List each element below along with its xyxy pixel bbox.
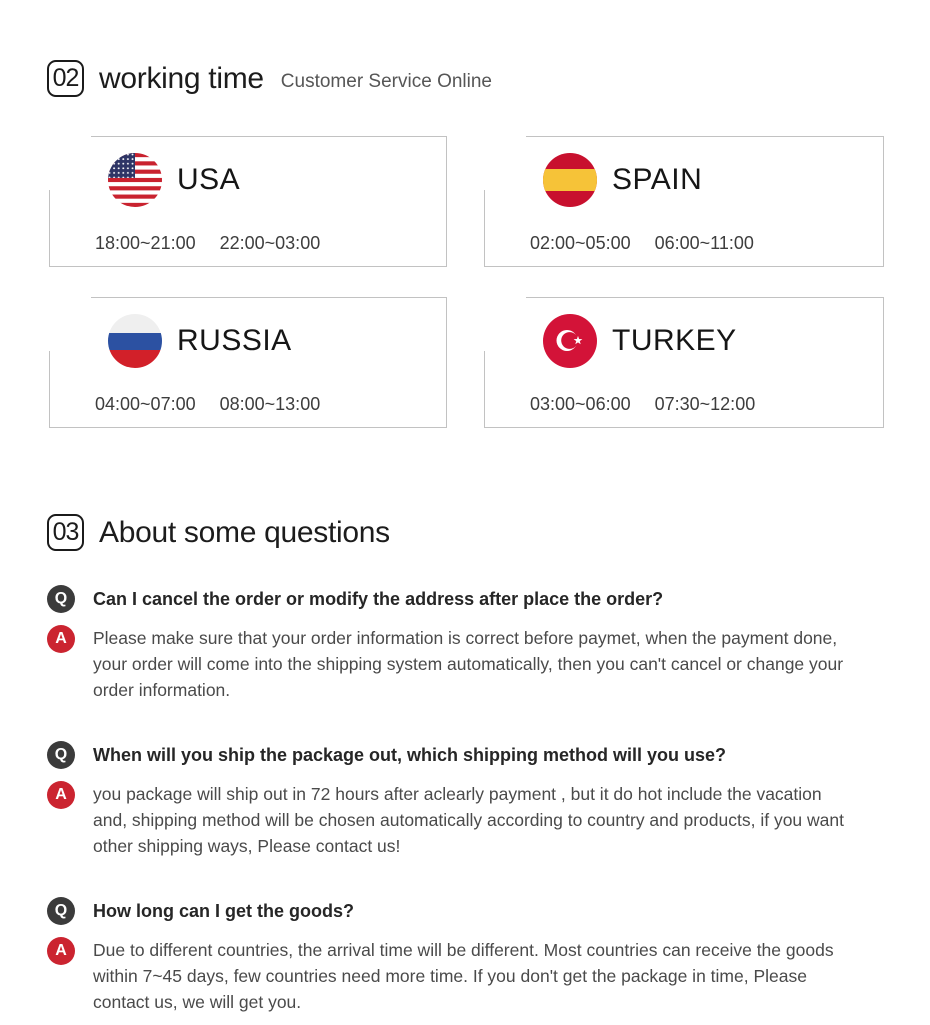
working-hours-range-2: 07:30~12:00 bbox=[654, 394, 756, 414]
card-header bbox=[543, 314, 737, 368]
section-number-badge: 03 bbox=[47, 514, 84, 551]
working-hours-range-1: 03:00~06:00 bbox=[530, 394, 631, 414]
card-header bbox=[108, 314, 292, 368]
card-header bbox=[108, 153, 240, 207]
question-icon: Q bbox=[47, 897, 75, 925]
question-text: When will you ship the package out, which shipping method will you use? bbox=[93, 745, 727, 765]
answer-row bbox=[47, 625, 862, 703]
country-name: SPAIN bbox=[612, 163, 703, 196]
country-card-spain bbox=[484, 136, 884, 267]
question-icon: Q bbox=[47, 741, 75, 769]
faq-title: About some questions bbox=[99, 515, 390, 549]
question-text: How long can I get the goods? bbox=[93, 901, 354, 921]
country-name: TURKEY bbox=[612, 324, 737, 357]
working-hours bbox=[530, 233, 754, 254]
question-row bbox=[47, 585, 862, 613]
answer-icon: A bbox=[47, 937, 75, 965]
working-hours-range-1: 18:00~21:00 bbox=[95, 233, 196, 253]
question-icon: Q bbox=[47, 585, 75, 613]
section-number-badge: 02 bbox=[47, 60, 84, 97]
working-hours bbox=[95, 233, 320, 254]
spain-flag-icon bbox=[543, 153, 597, 207]
working-hours bbox=[530, 394, 755, 415]
answer-text: Due to different countries, the arrival time will be different. Most countries can receive the goods within 7~45 days, few countries need more time. If you don't get the package in time, Please contact us, we will get you. bbox=[93, 940, 834, 1012]
question-text: Can I cancel the order or modify the address after place the order? bbox=[93, 589, 664, 609]
working-hours bbox=[95, 394, 320, 415]
working-hours-range-1: 04:00~07:00 bbox=[95, 394, 196, 414]
country-card-usa bbox=[49, 136, 447, 267]
country-card-russia bbox=[49, 297, 447, 428]
faq-item bbox=[47, 741, 862, 859]
usa-flag-icon bbox=[108, 153, 162, 207]
answer-row bbox=[47, 781, 862, 859]
answer-icon: A bbox=[47, 625, 75, 653]
answer-icon: A bbox=[47, 781, 75, 809]
working-time-title: working time bbox=[99, 61, 264, 95]
answer-row bbox=[47, 937, 862, 1015]
answer-text: you package will ship out in 72 hours after aclearly payment , but it do hot include the vacation and, shipping method will be chosen automatically according to country and products, if you want other shipping ways, Please contact us! bbox=[93, 784, 844, 856]
faq-header bbox=[47, 514, 390, 551]
question-row bbox=[47, 897, 862, 925]
customer-service-subtitle: Customer Service Online bbox=[280, 71, 492, 92]
working-hours-range-2: 06:00~11:00 bbox=[654, 233, 754, 253]
working-hours-range-1: 02:00~05:00 bbox=[530, 233, 631, 253]
working-hours-range-2: 08:00~13:00 bbox=[219, 394, 321, 414]
turkey-flag-icon bbox=[543, 314, 597, 368]
russia-flag-icon bbox=[108, 314, 162, 368]
question-row bbox=[47, 741, 862, 769]
faq-list bbox=[47, 585, 862, 1015]
country-name: USA bbox=[177, 163, 241, 196]
answer-text: Please make sure that your order information is correct before paymet, when the payment done, your order will come into the shipping system automatically, then you can't cancel or change your order information. bbox=[93, 628, 844, 700]
card-header bbox=[543, 153, 702, 207]
working-hours-range-2: 22:00~03:00 bbox=[219, 233, 321, 253]
country-name: RUSSIA bbox=[177, 324, 292, 357]
faq-item bbox=[47, 585, 862, 703]
faq-item bbox=[47, 897, 862, 1015]
country-card-turkey bbox=[484, 297, 884, 428]
working-time-header bbox=[47, 60, 492, 97]
